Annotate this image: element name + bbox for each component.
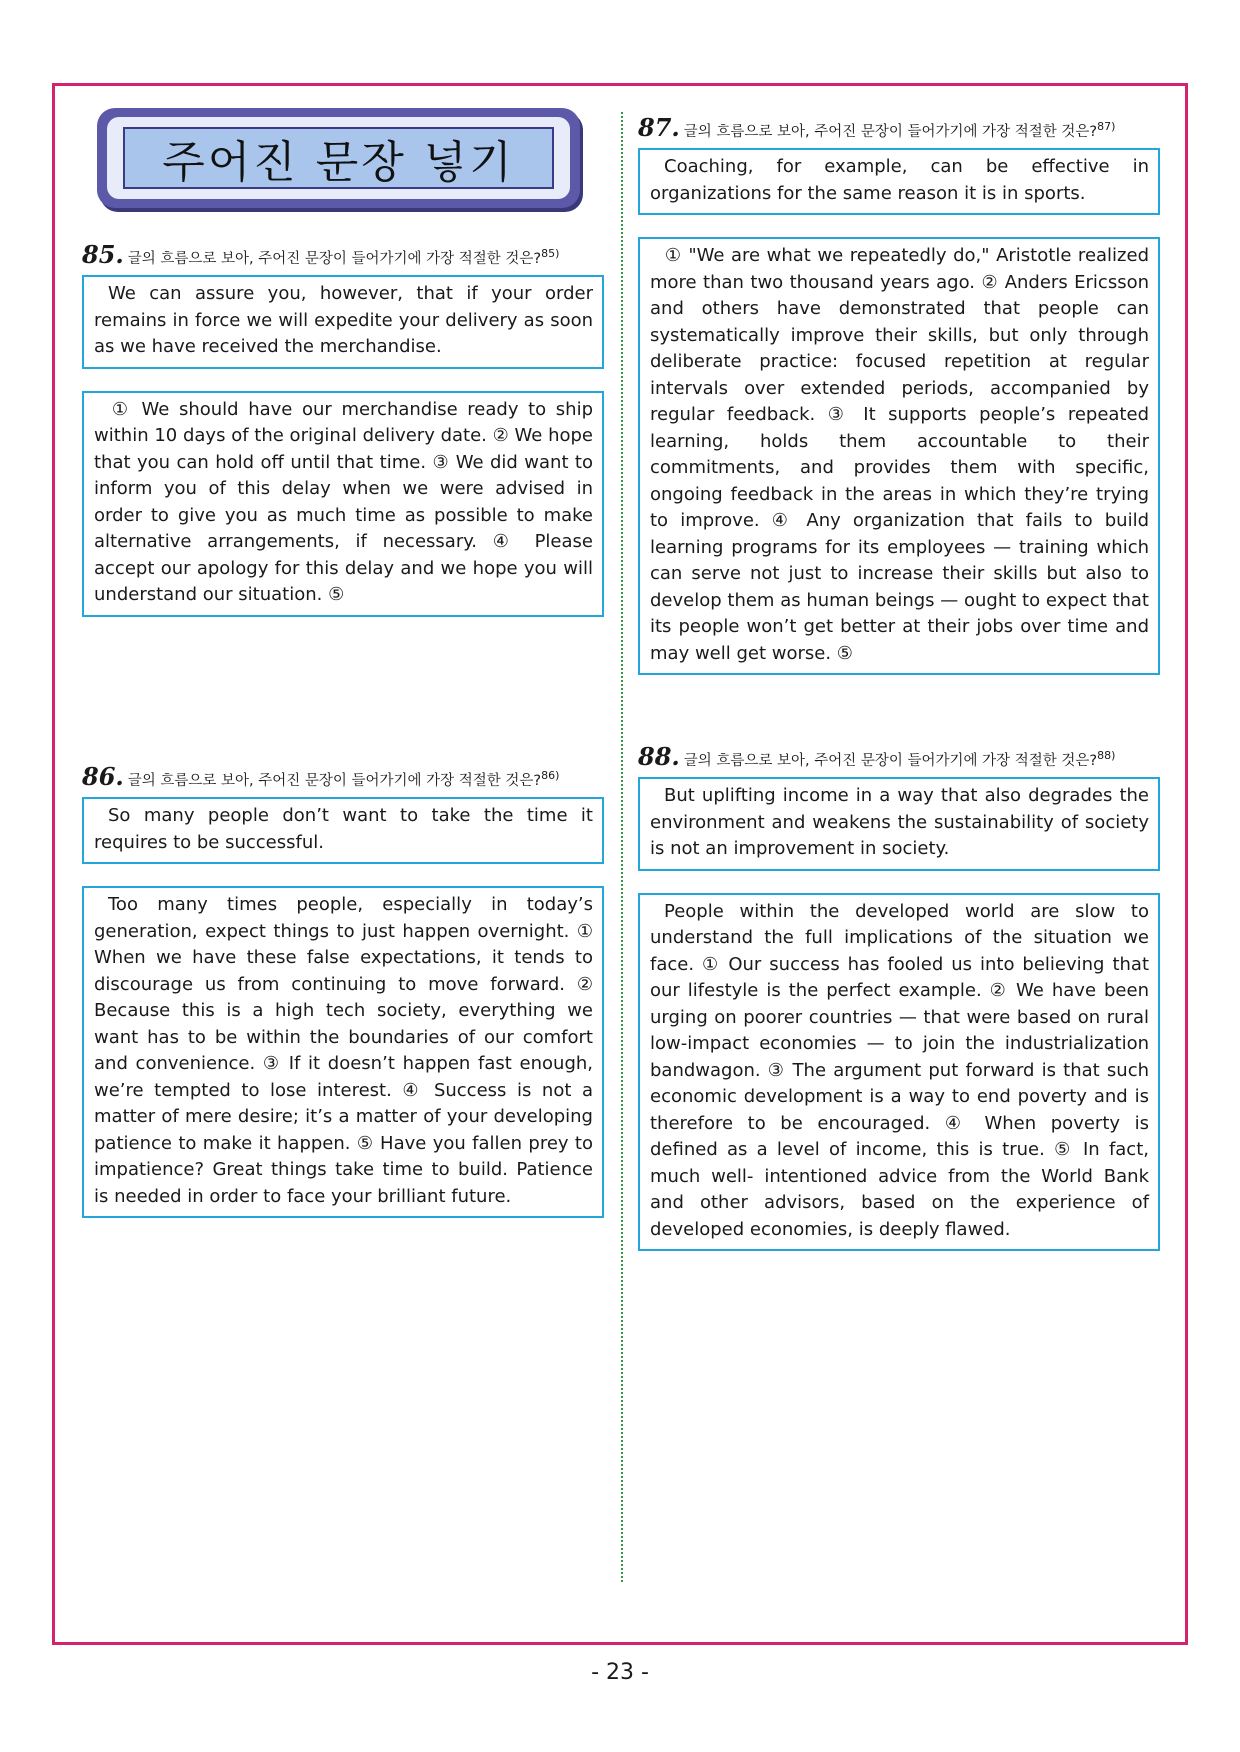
passage-box <box>82 886 604 1218</box>
passage-text: ① "We are what we repeatedly do," Aristotle realized more than two thousand years ago. ② Anders Ericsson and others have demonstrated that people can systematically improve their skills, but only through deliberate practice: focused repetition at regular intervals over extended periods, accompanied by regular feedback. ③ It supports people’s repeated learning, holds them accountable to their commitments, and provides them with specific, ongoing feedback in the areas in which they’re trying to improve. ④ Any organization that fails to build learning programs for its employees — training which can serve not just to increase their skills but also to develop them as human beings — ought to expect that its people won’t get better at their jobs over time and may well get worse. ⑤ <box>650 245 1149 664</box>
question-header <box>82 762 604 791</box>
question-header <box>82 240 604 269</box>
question-86 <box>82 762 604 1218</box>
question-instruction: 글의 흐름으로 보아, 주어진 문장이 들어가기에 가장 적절한 것은? <box>683 124 1098 140</box>
question-85 <box>82 240 604 617</box>
question-87 <box>638 113 1160 675</box>
given-sentence: Coaching, for example, can be effective in organizations for the same reason it is in sports. <box>650 156 1149 204</box>
given-sentence-box <box>82 797 604 864</box>
banner-inner <box>107 117 570 199</box>
column-divider <box>621 112 623 1582</box>
question-instruction: 글의 흐름으로 보아, 주어진 문장이 들어가기에 가장 적절한 것은? <box>683 753 1098 769</box>
question-instruction: 글의 흐름으로 보아, 주어진 문장이 들어가기에 가장 적절한 것은? <box>127 773 542 789</box>
question-footnote: 88) <box>1097 749 1116 762</box>
passage-text: Too many times people, especially in today’s generation, expect things to just happen overnight. ① When we have these false expectations, it tends to discourage us from continuing to move forward. ② Because this is a high tech society, everything we want has to be within the boundaries of our comfort and convenience. ③ If it doesn’t happen fast enough, we’re tempted to lose interest. ④ Success is not a matter of mere desire; it’s a matter of your developing patience to make it happen. ⑤ Have you fallen prey to impatience? Great things take time to build. Patience is needed in order to face your brilliant future. <box>94 894 593 1207</box>
passage-box <box>638 237 1160 675</box>
question-footnote: 87) <box>1097 120 1116 133</box>
given-sentence: So many people don’t want to take the time it requires to be successful. <box>94 805 593 853</box>
given-sentence: We can assure you, however, that if your order remains in force we will expedite your delivery as soon as we have received the merchandise. <box>94 283 593 357</box>
question-header <box>638 742 1160 771</box>
given-sentence-box <box>82 275 604 369</box>
given-sentence-box <box>638 777 1160 871</box>
question-88 <box>638 742 1160 1251</box>
passage-box <box>638 893 1160 1252</box>
question-header <box>638 113 1160 142</box>
banner-core <box>123 127 554 189</box>
question-number: 87. <box>638 113 680 142</box>
page-number: - 23 - <box>591 1660 649 1685</box>
question-footnote: 86) <box>541 769 560 782</box>
section-title: 주어진 문장 넣기 <box>162 137 515 188</box>
passage-box <box>82 391 604 617</box>
given-sentence-box <box>638 148 1160 215</box>
passage-text: ① We should have our merchandise ready to ship within 10 days of the original delivery date. ② We hope that you can hold off until that time. ③ We did want to inform you of this delay when we were advised in order to give you as much time as possible to make alternative arrangements, if necessary. ④ Please accept our apology for this delay and we hope you will understand our situation. ⑤ <box>94 398 593 605</box>
question-number: 86. <box>82 762 124 791</box>
section-banner <box>97 108 580 208</box>
question-instruction: 글의 흐름으로 보아, 주어진 문장이 들어가기에 가장 적절한 것은? <box>127 251 542 267</box>
given-sentence: But uplifting income in a way that also degrades the environment and weakens the sustainability of society is not an improvement in society. <box>650 785 1149 859</box>
passage-text: People within the developed world are slow to understand the full implications of the situation we face. ① Our success has fooled us into believing that our lifestyle is the perfect example. ② We have been urging on poorer countries — that were based on rural low-impact economies — to join the industrialization bandwagon. ③ The argument put forward is that such economic development is a way to end poverty and is therefore to be encouraged. ④ When poverty is defined as a level of income, this is true. ⑤ In fact, much well- intentioned advice from the World Bank and other advisors, based on the experience of developed economies, is deeply flawed. <box>650 900 1149 1240</box>
question-number: 88. <box>638 742 680 771</box>
question-footnote: 85) <box>541 247 560 260</box>
question-number: 85. <box>82 240 124 269</box>
